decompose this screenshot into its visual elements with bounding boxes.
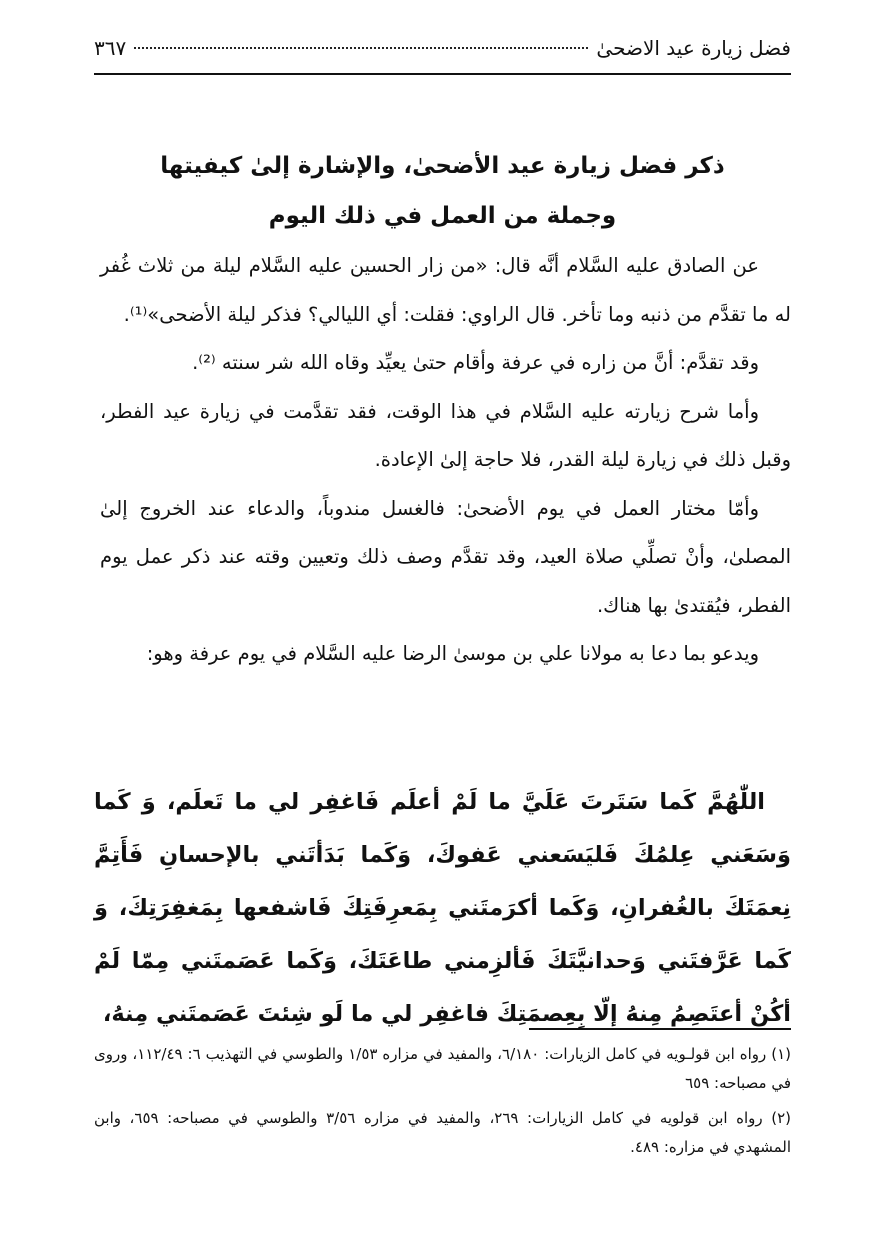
prayer-text bbox=[94, 776, 791, 1041]
footnote-2: (٢) رواه ابن قولويه في كامل الزيارات: ٢٦٩، والمفيد في مزاره ٣/٥٦ والطوسي في مصباحه: ٦٥٩، وابن المشهدي في مزاره: ٤٨٩. bbox=[94, 1109, 791, 1156]
page-number: ٣٦٧ bbox=[94, 36, 127, 60]
section-heading: ذكر فضل زيارة عيد الأضحىٰ، والإشارة إلىٰ كيفيتها bbox=[160, 153, 725, 179]
running-header bbox=[94, 36, 791, 70]
running-title: فضل زيارة عيد الاضحىٰ bbox=[596, 36, 791, 60]
paragraph-ziyara: وأما شرح زيارته عليه السَّلام في هذا الوقت، فقد تقدَّمت في زيارة عيد الفطر، وقبل ذلك في زيارة ليلة القدر، فلا حاجة إلىٰ الإعادة. bbox=[100, 399, 791, 471]
paragraph-hadith: عن الصادق عليه السَّلام أنَّه قال: «من زار الحسين عليه السَّلام ليلة من ثلاث غُفر له ما تقدَّم من ذنبه وما تأخر. قال الراوي: فقلت: أي الليالي؟ فذكر ليلة الأضحى»⁽¹⁾. bbox=[100, 254, 791, 326]
paragraph-arafa: وقد تقدَّم: أنَّ من زاره في عرفة وأقام حتىٰ يعيِّد وقاه الله شر سنته ⁽²⁾. bbox=[192, 351, 759, 374]
paragraph-dua-intro: ويدعو بما دعا به مولانا علي بن موسىٰ الرضا عليه السَّلام في يوم عرفة وهو: bbox=[146, 642, 759, 665]
dotted-leader bbox=[134, 47, 588, 49]
footnote-1: (١) رواه ابن قولـويه في كامل الزيارات: ٦/١٨٠، والمفيد في مزاره ١/٥٣ والطوسي في التهذيب ٦: ١١٢/٤٩، وروى في مصباحه: ٦٥٩ bbox=[94, 1045, 791, 1092]
footnotes bbox=[94, 1040, 791, 1168]
footnote-rule bbox=[529, 1028, 791, 1030]
paragraph-amal: وأمّا مختار العمل في يوم الأضحىٰ: فالغسل مندوباً، والدعاء عند الخروج إلىٰ المصلىٰ، وأنْ تصلِّي صلاة العيد، وقد تقدَّم وصف ذلك وتعيين وقته عند ذكر عمل يوم الفطر، فيُقتدىٰ بها هناك. bbox=[100, 496, 791, 617]
body-text bbox=[100, 242, 791, 679]
prayer-paragraph: اللّٰهُمَّ كَما سَتَرتَ عَلَيَّ ما لَمْ أعلَم فَاغفِر لي ما تَعلَم، وَ كَما وَسَعَني عِلمُكَ فَليَسَعني عَفوكَ، وَكَما بَدَأتَني بالإحسانِ فَأَتِمَّ نِعمَتَكَ بالغُفرانِ، وَكَما أكرَمتَني بِمَعرِفَتِكَ فَاشفعها بِمَغفِرَتِكَ، وَ كَما عَرَّفتَني وَحدانيَّتَكَ فَألزِمني طاعَتَكَ، وَكَما عَصَمتَني مِمّا لَمْ أكُنْ أعتَصِمُ مِنهُ إلّا بِعِصمَتِكَ فاغفِر لي ما لَو شِئتَ عَصَمتَني مِنهُ، bbox=[94, 789, 791, 1027]
header-rule bbox=[94, 73, 791, 75]
section-subheading: وجملة من العمل في ذلك اليوم bbox=[268, 203, 617, 229]
